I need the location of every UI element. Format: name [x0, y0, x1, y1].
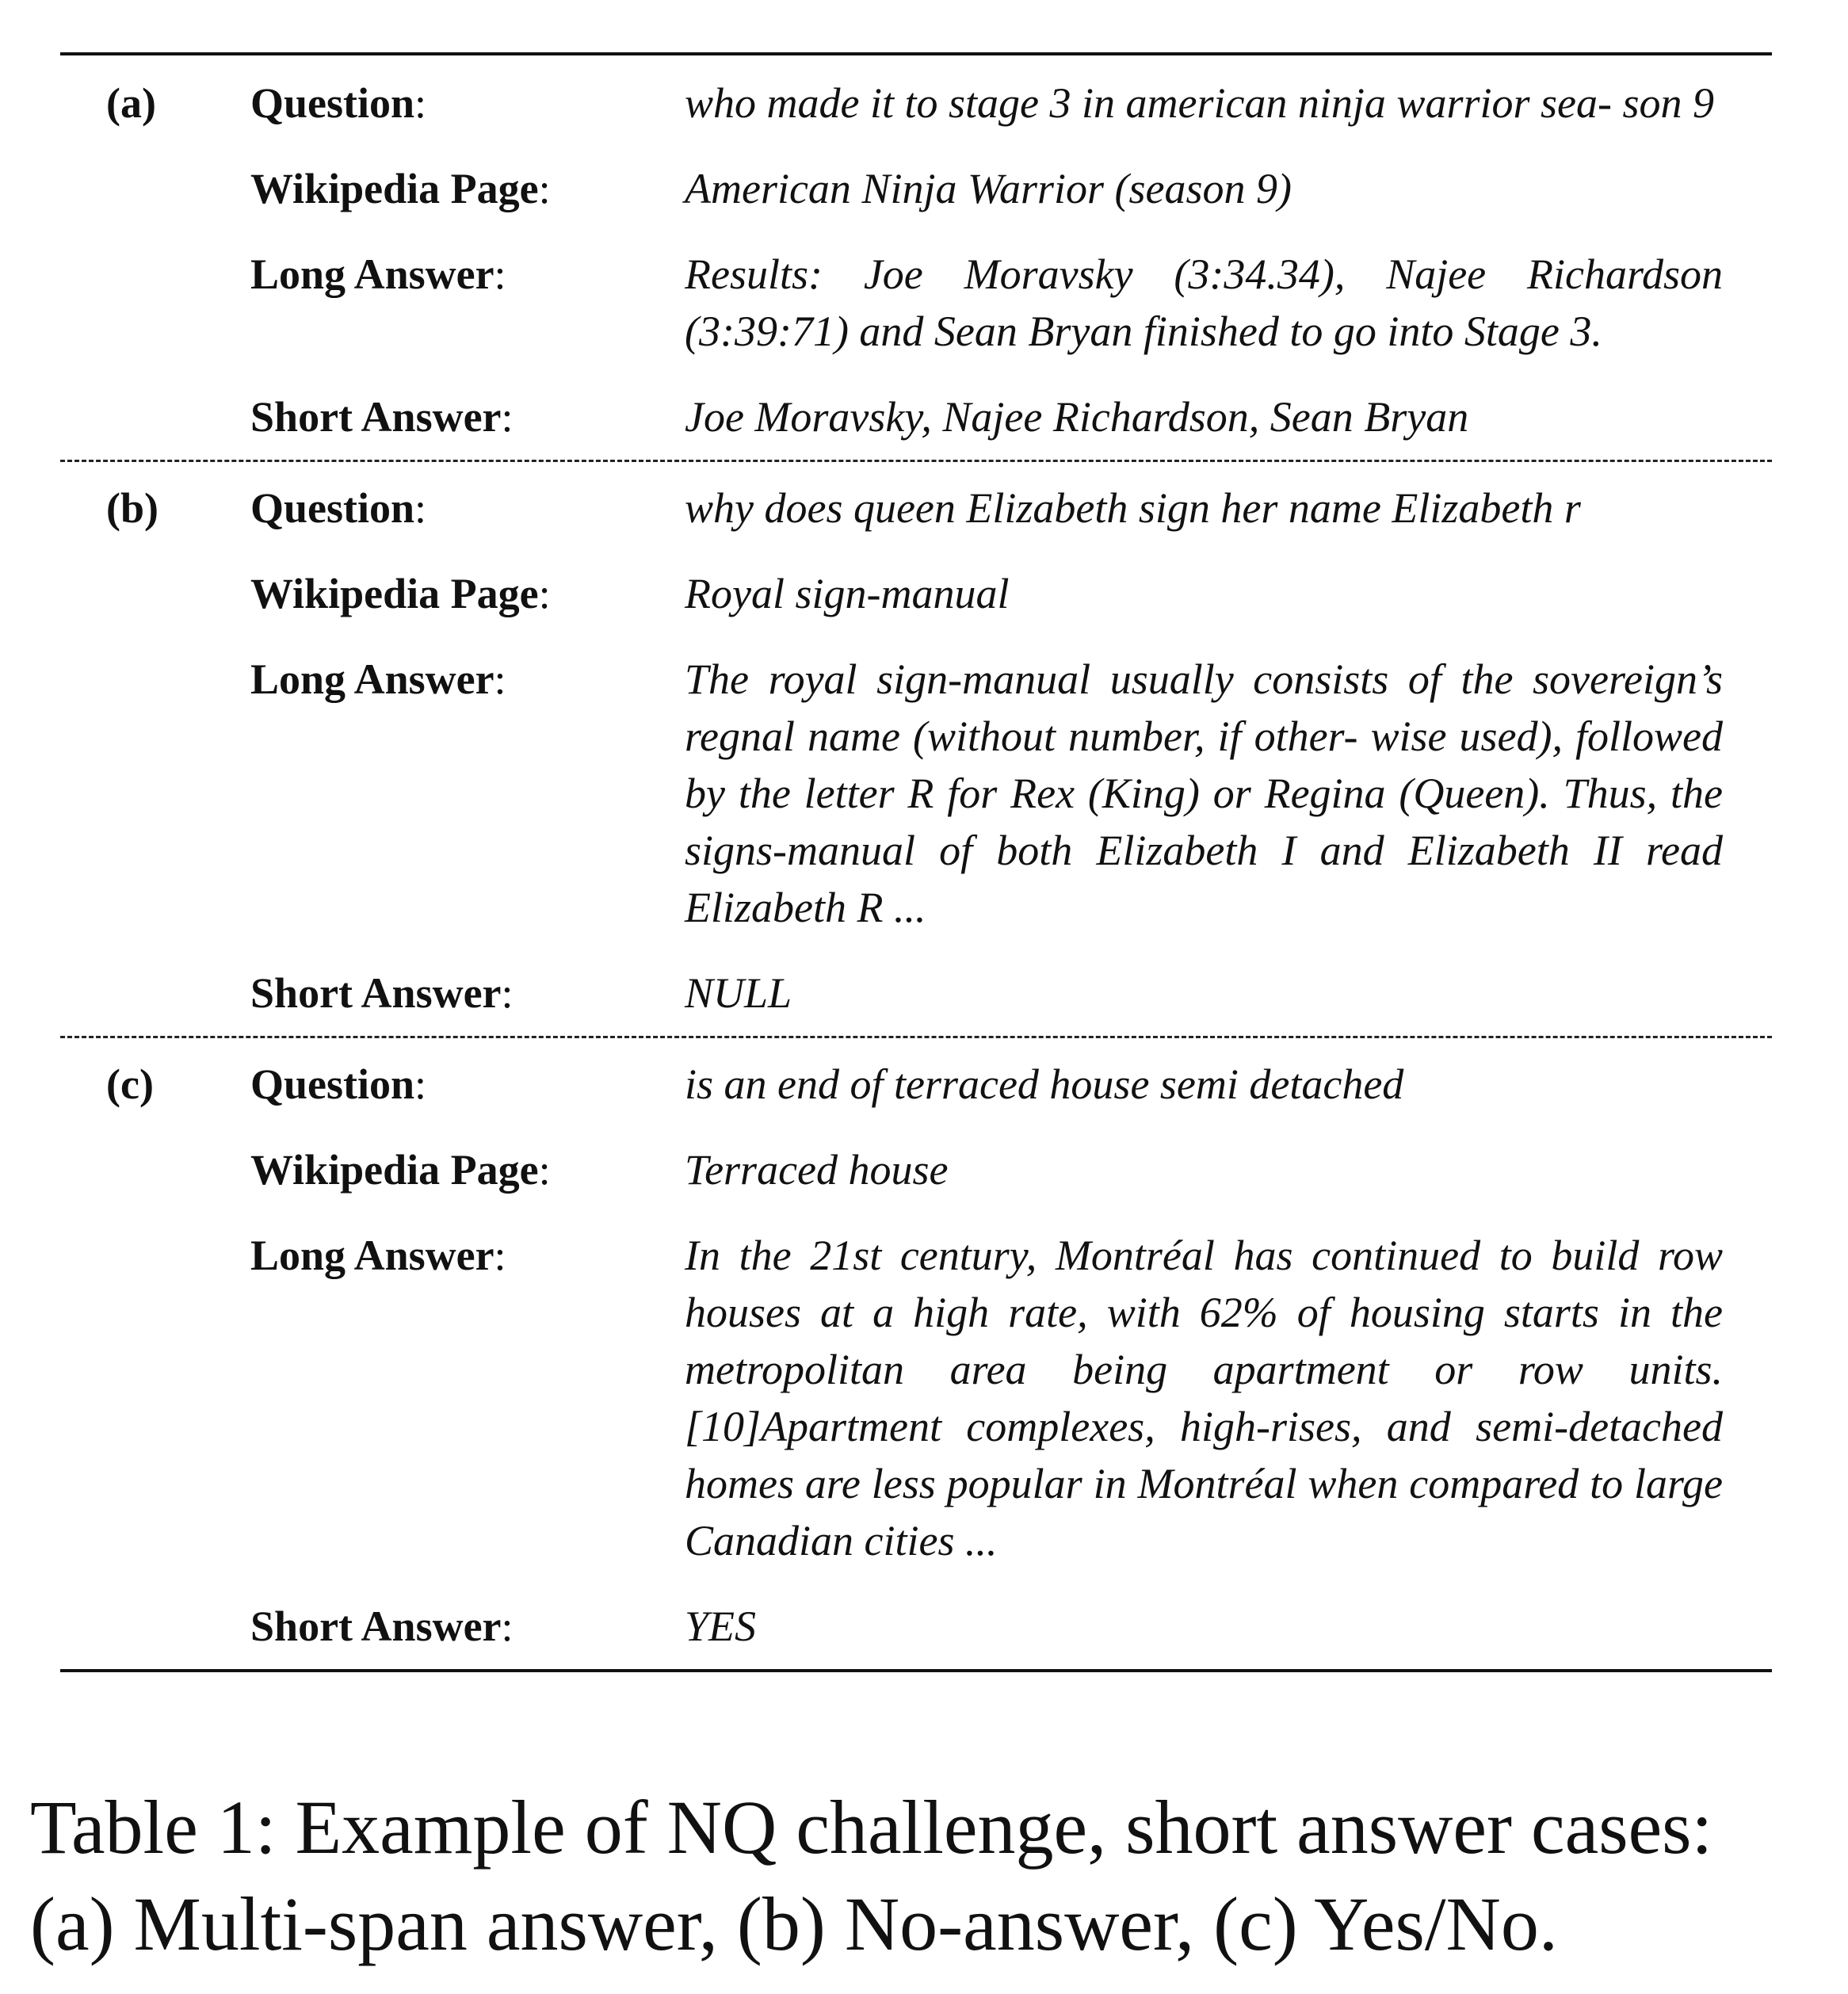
short-answer-value: YES [685, 1602, 757, 1650]
long-answer-row [60, 1227, 1772, 1569]
wikipedia-page-value: American Ninja Warrior (season 9) [685, 165, 1292, 212]
wikipedia-page-label: Wikipedia Page: [250, 165, 551, 212]
case-label: (b) [106, 484, 158, 532]
wikipedia-page-row [60, 160, 1772, 217]
short-answer-label: Short Answer: [250, 393, 514, 441]
short-answer-row [60, 1598, 1772, 1655]
question-row [60, 74, 1772, 132]
table-caption [30, 1779, 1829, 1973]
example-b [60, 462, 1772, 1036]
question-value: is an end of terraced house semi detached [685, 1060, 1404, 1108]
wikipedia-page-label: Wikipedia Page: [250, 1146, 551, 1194]
caption-line-2: (a) Multi-span answer, (b) No-answer, (c) Yes/No. [30, 1881, 1558, 1966]
example-a [60, 55, 1772, 460]
long-answer-row [60, 246, 1772, 360]
long-answer-label: Long Answer: [250, 250, 506, 298]
long-answer-value: Results: Joe Moravsky (3:34.34), Najee Richardson (3:39:71) and Sean Bryan finished to go into Stage 3. [685, 250, 1723, 355]
long-answer-label: Long Answer: [250, 655, 506, 703]
short-answer-row [60, 388, 1772, 445]
long-answer-value: In the 21st century, Montréal has continued to build row houses at a high rate, with 62% of housing starts in the metropolitan area being apartment or row units.[10]Apartment complexes, high-rises, and semi-detached homes are less popular in Montréal when compared to large Canadian cities ... [685, 1232, 1723, 1564]
long-answer-row [60, 651, 1772, 936]
long-answer-value: The royal sign-manual usually consists of the sovereign’s regnal name (without number, if other- wise used), followed by the letter R for Rex (King) or Regina (Queen). Thus, the signs-manual of both Elizabeth I and Elizabeth II read Elizabeth R ... [685, 655, 1723, 931]
question-value: why does queen Elizabeth sign her name Elizabeth r [685, 484, 1581, 532]
short-answer-label: Short Answer: [250, 969, 514, 1017]
question-row [60, 479, 1772, 537]
question-label: Question: [250, 1060, 427, 1108]
wikipedia-page-value: Royal sign-manual [685, 570, 1010, 617]
short-answer-value: NULL [685, 969, 792, 1017]
examples-table [60, 52, 1772, 1672]
caption-line-1: Table 1: Example of NQ challenge, short answer cases: [30, 1785, 1713, 1870]
wikipedia-page-label: Wikipedia Page: [250, 570, 551, 617]
table-bottom-rule [60, 1669, 1772, 1672]
short-answer-row [60, 965, 1772, 1022]
question-value: who made it to stage 3 in american ninja warrior sea- son 9 [685, 79, 1714, 127]
question-label: Question: [250, 484, 427, 532]
short-answer-label: Short Answer: [250, 1602, 514, 1650]
short-answer-value: Joe Moravsky, Najee Richardson, Sean Bryan [685, 393, 1469, 441]
wikipedia-page-row [60, 1141, 1772, 1198]
wikipedia-page-value: Terraced house [685, 1146, 949, 1194]
wikipedia-page-row [60, 565, 1772, 622]
case-label: (a) [106, 79, 156, 127]
long-answer-label: Long Answer: [250, 1232, 506, 1279]
question-label: Question: [250, 79, 427, 127]
case-label: (c) [106, 1060, 154, 1108]
question-row [60, 1056, 1772, 1113]
example-c [60, 1038, 1772, 1669]
